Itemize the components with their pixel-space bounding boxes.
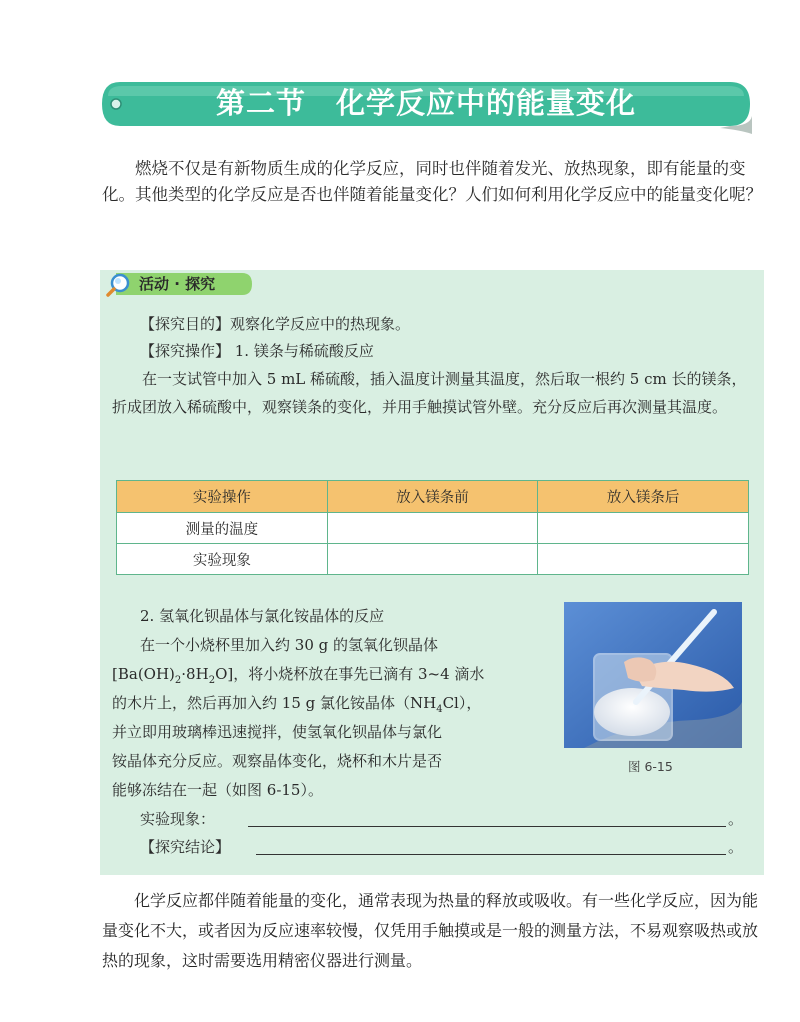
period-mark: 。 <box>728 838 744 856</box>
beaker-photo <box>564 602 742 748</box>
step2-line: 能够冻结在一起（如图 6-15）。 <box>112 781 323 799</box>
table-row <box>117 513 749 544</box>
table-cell <box>327 544 538 575</box>
conclusion-blank <box>256 854 726 855</box>
activity-tag-label: 活动 · 探究 <box>139 275 216 293</box>
page-title: 第二节 化学反应中的能量变化 <box>215 86 636 120</box>
table-cell: 实验现象 <box>117 544 328 575</box>
step2-title: 2. 氢氧化钡晶体与氯化铵晶体的反应 <box>140 607 385 625</box>
table-header: 放入镁条前 <box>327 481 538 513</box>
step2-line: 在一个小烧杯里加入约 30 g 的氢氧化钡晶体 <box>140 636 438 654</box>
step2-line: 铵晶体充分反应。观察晶体变化，烧杯和木片是否 <box>112 752 443 770</box>
purpose-line: 【探究目的】观察化学反应中的热现象。 <box>140 315 411 333</box>
table-cell <box>538 544 749 575</box>
experiment-table <box>116 480 749 575</box>
table-header: 放入镁条后 <box>538 481 749 513</box>
table-row <box>117 544 749 575</box>
table-cell <box>327 513 538 544</box>
step1-paragraph: 在一支试管中加入 5 mL 稀硫酸，插入温度计测量其温度，然后取一根约 5 cm 长的镁条，折成团放入稀硫酸中，观察镁条的变化，并用手触摸试管外壁。充分反应后再次测量其温度。 <box>112 370 747 416</box>
section-banner <box>100 80 752 126</box>
step2-line: 并立即用玻璃棒迅速搅拌，使氢氧化钡晶体与氯化 <box>112 723 443 741</box>
table-cell: 测量的温度 <box>117 513 328 544</box>
phenomenon-label: 实验现象： <box>140 810 216 828</box>
step2-line: 的木片上，然后再加入约 15 g 氯化铵晶体$(NH_4Cl)$， <box>112 694 482 715</box>
table-header: 实验操作 <box>117 481 328 513</box>
period-mark: 。 <box>728 810 744 828</box>
table-cell <box>538 513 749 544</box>
conclusion-label: 【探究结论】 <box>140 838 231 856</box>
phenomenon-blank <box>248 826 726 827</box>
intro-paragraph: 燃烧不仅是有新物质生成的化学反应，同时也伴随着发光、放热现象，即有能量的变化。其他类型的化学反应是否也伴随着能量变化？人们如何利用化学反应中的能量变化呢？ <box>102 159 762 204</box>
operation-line: 【探究操作】 1. 镁条与稀硫酸反应 <box>140 342 374 360</box>
outro-paragraph: 化学反应都伴随着能量的变化，通常表现为热量的释放或吸收。有一些化学反应，因为能量变化不大，或者因为反应速率较慢，仅凭用手触摸或是一般的测量方法，不易观察吸热或放热的现象，这时需要选用精密仪器进行测量。 <box>102 891 759 970</box>
figure-caption: 图 6-15 <box>628 759 673 774</box>
step2-line: $[Ba(OH)_2\cdot 8H_2O]$，将小烧杯放在事先已滴有 3~4 滴水 <box>112 665 485 686</box>
table-header-row <box>117 481 749 513</box>
